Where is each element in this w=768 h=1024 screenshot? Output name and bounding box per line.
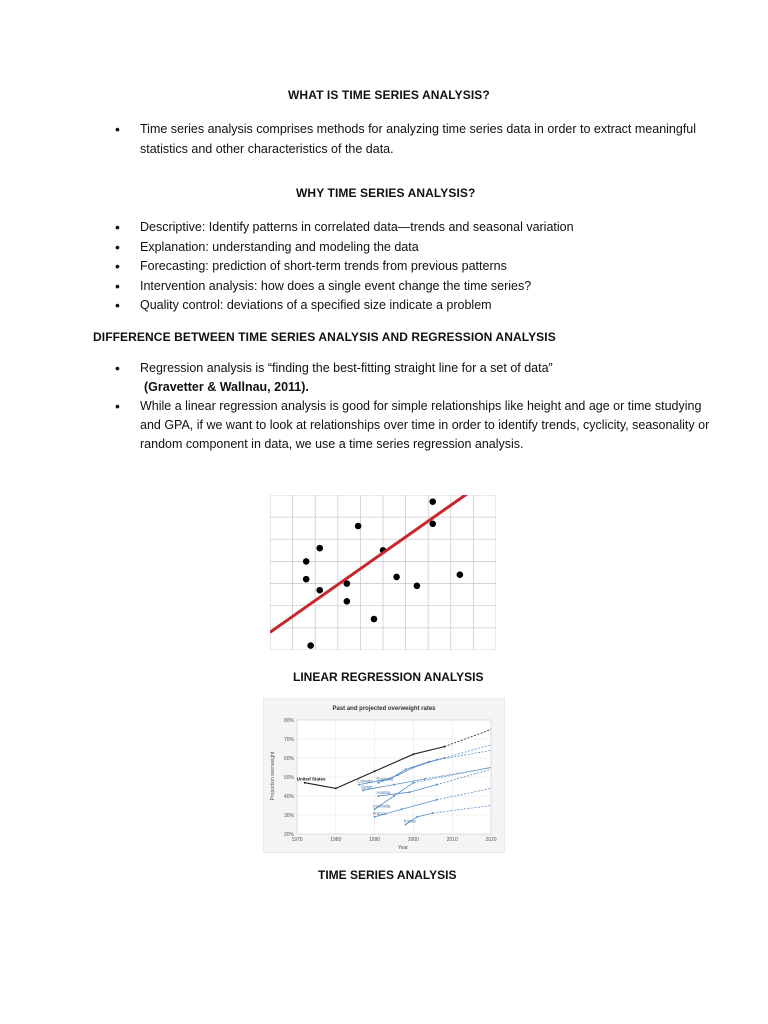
x-tick-label: 2010 <box>446 837 458 843</box>
citation: (Gravetter & Wallnau, 2011). <box>144 380 309 394</box>
x-tick-label: 1980 <box>330 837 342 843</box>
y-tick-label: 80% <box>283 718 294 724</box>
series-point <box>362 789 364 791</box>
y-tick-label: 20% <box>283 832 294 838</box>
series-point <box>374 770 376 772</box>
series-label: France <box>372 810 387 816</box>
caption-linear-regression: LINEAR REGRESSION ANALYSIS <box>293 670 484 684</box>
series-point <box>409 791 411 793</box>
y-tick-label: 50% <box>283 775 294 781</box>
why-item: • Explanation: understanding and modeling the data <box>115 238 715 258</box>
series-label: Canada <box>357 778 373 784</box>
series-label: United States <box>296 776 326 782</box>
series-point <box>393 795 395 797</box>
data-point <box>316 545 323 552</box>
data-point <box>316 587 323 594</box>
data-point <box>414 582 421 589</box>
series-point <box>335 787 337 789</box>
series-point <box>412 782 414 784</box>
chart-title: Past and projected overweight rates <box>332 706 436 712</box>
heading-why: WHY TIME SERIES ANALYSIS? <box>296 186 476 200</box>
y-axis-label: Proportion overweight <box>270 751 276 801</box>
x-axis-label: Year <box>397 845 409 851</box>
x-tick-label: 2020 <box>485 837 497 843</box>
series-point <box>374 816 376 818</box>
trend-arrow <box>270 495 482 632</box>
series-point <box>397 774 399 776</box>
data-point <box>307 642 314 649</box>
diff-item-text: Regression analysis is “finding the best-fitting straight line for a set of data” <box>140 361 553 375</box>
series-point <box>412 767 414 769</box>
y-tick-label: 70% <box>283 737 294 743</box>
linear-regression-figure <box>270 495 496 650</box>
why-item: • Intervention analysis: how does a single event change the time series? <box>115 277 715 297</box>
series-point <box>393 784 395 786</box>
data-point <box>303 558 310 565</box>
series-point <box>377 782 379 784</box>
series-label: Australia <box>372 803 391 809</box>
series-point <box>416 816 418 818</box>
series-point <box>377 795 379 797</box>
data-point <box>355 523 362 530</box>
x-tick-label: 1990 <box>369 837 381 843</box>
data-point <box>344 598 351 605</box>
series-label: Spain <box>360 784 373 790</box>
diff-list <box>115 359 715 454</box>
series-point <box>436 759 438 761</box>
series-point <box>405 768 407 770</box>
series-label: England <box>376 776 393 782</box>
data-point <box>429 498 436 505</box>
series-point <box>432 812 434 814</box>
why-item: • Forecasting: prediction of short-term trends from previous patterns <box>115 257 715 277</box>
series-point <box>436 784 438 786</box>
series-point <box>424 778 426 780</box>
what-item: • Time series analysis comprises methods for analyzing time series data in order to extract meaningful statistics and other characteristics of the data. <box>115 119 715 159</box>
series-point <box>443 746 445 748</box>
why-item: • Descriptive: Identify patterns in correlated data—trends and seasonal variation <box>115 218 715 238</box>
diff-item <box>115 359 715 397</box>
x-tick-label: 1970 <box>291 837 303 843</box>
what-list <box>115 119 715 159</box>
series-point <box>304 782 306 784</box>
data-point <box>457 571 464 578</box>
series-point <box>405 824 407 826</box>
series-label: Korea <box>403 818 416 824</box>
data-point <box>371 616 378 623</box>
heading-what-is: WHAT IS TIME SERIES ANALYSIS? <box>288 88 490 102</box>
series-label: Austria <box>376 790 391 795</box>
x-tick-label: 2000 <box>407 837 419 843</box>
data-point <box>393 574 400 581</box>
series-point <box>358 784 360 786</box>
trend-line <box>270 495 474 632</box>
y-tick-label: 40% <box>283 794 294 800</box>
time-series-figure <box>263 698 505 853</box>
heading-difference: DIFFERENCE BETWEEN TIME SERIES ANALYSIS AND REGRESSION ANALYSIS <box>93 330 556 344</box>
series-point <box>412 753 414 755</box>
y-tick-label: 60% <box>283 756 294 762</box>
caption-time-series: TIME SERIES ANALYSIS <box>318 868 457 882</box>
diff-item: • While a linear regression analysis is good for simple relationships like height and age or time studying and GPA, if we want to look at relationships over time in order to identify trends, cyclicity, seasonality or random component in data, we use a time series regression analysis. <box>115 397 715 454</box>
series-point <box>436 799 438 801</box>
why-item: • Quality control: deviations of a specified size indicate a problem <box>115 296 715 316</box>
data-point <box>429 520 436 527</box>
data-point <box>303 576 310 583</box>
series-point <box>401 808 403 810</box>
why-list <box>115 218 715 316</box>
y-tick-label: 30% <box>283 813 294 819</box>
